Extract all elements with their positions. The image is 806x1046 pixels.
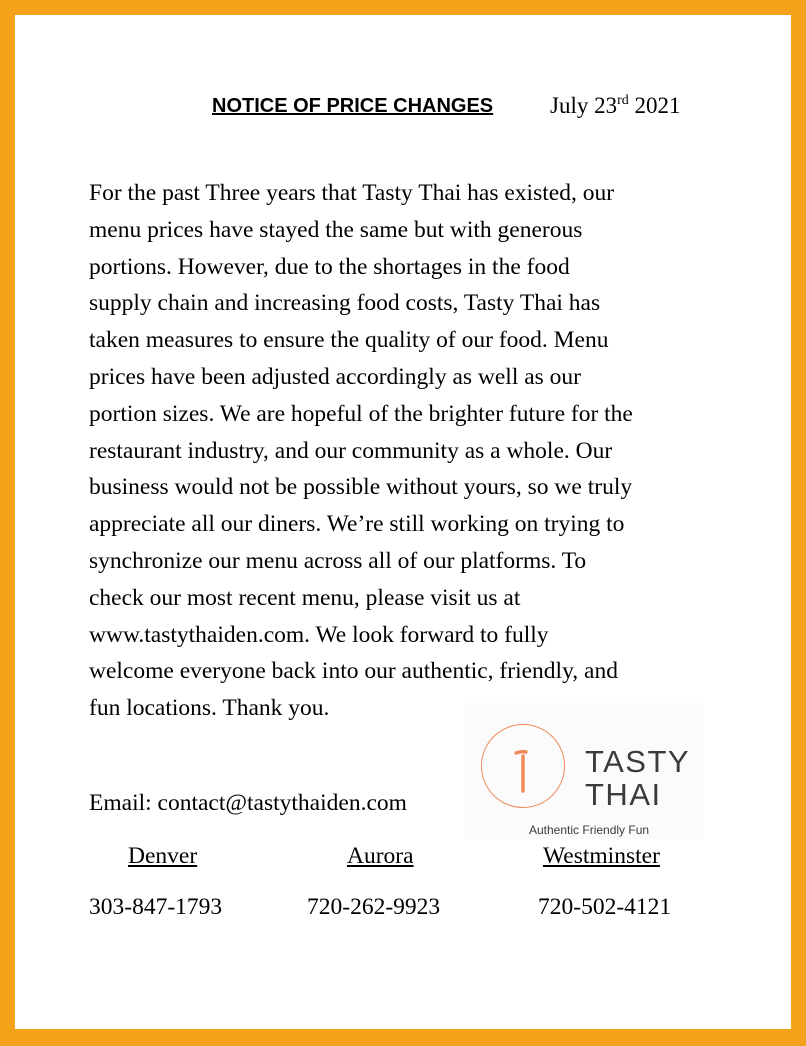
logo-word-tasty: TASTY: [585, 744, 691, 779]
location-name-denver: Denver: [128, 843, 198, 869]
notice-date-ordinal: rd: [617, 93, 629, 108]
notice-date: [550, 93, 681, 119]
body-line: portion sizes. We are hopeful of the brighter future for the: [89, 400, 633, 427]
location-name-westminster: Westminster: [543, 843, 660, 869]
body-line: fun locations. Thank you.: [89, 695, 330, 722]
notice-sheet: [15, 15, 791, 1029]
body-line: For the past Three years that Tasty Thai has existed, our: [89, 180, 615, 206]
body-line: portions. However, due to the shortages in the food: [89, 253, 570, 280]
notice-date-month-day: July 23: [550, 93, 618, 118]
logo-word-thai: THAI: [585, 777, 662, 812]
location-phone-denver: 303-847-1793: [89, 894, 223, 920]
notice-heading: NOTICE OF PRICE CHANGES: [212, 95, 494, 117]
body-line: business would not be possible without yours, so we truly: [89, 474, 633, 501]
body-line: menu prices have stayed the same but with generous: [89, 216, 583, 243]
body-line: restaurant industry, and our community as a whole. Our: [89, 437, 613, 464]
body-line: synchronize our menu across all of our platforms. To: [89, 547, 587, 574]
location-phone-aurora: 720-262-9923: [307, 894, 441, 920]
body-line: prices have been adjusted accordingly as well as our: [89, 363, 582, 390]
location-phone-westminster: 720-502-4121: [538, 894, 672, 920]
notice-body: [89, 175, 729, 727]
body-line: appreciate all our diners. We’re still working on trying to: [89, 511, 625, 538]
logo-tagline: Authentic Friendly Fun: [529, 823, 650, 837]
tasty-thai-logo-mark-icon: [482, 725, 566, 809]
contact-email: Email: contact@tastythaiden.com: [89, 790, 407, 816]
location-name-aurora: Aurora: [347, 843, 414, 869]
body-line: check our most recent menu, please visit us at: [89, 584, 521, 611]
body-line: supply chain and increasing food costs, Tasty Thai has: [89, 290, 601, 317]
logo-circle: [481, 724, 565, 808]
tasty-thai-logo: [465, 703, 703, 839]
notice-date-year: 2021: [628, 93, 681, 118]
body-line: welcome everyone back into our authentic, friendly, and: [89, 658, 618, 685]
body-line: taken measures to ensure the quality of our food. Menu: [89, 327, 609, 354]
body-line: www.tastythaiden.com. We look forward to fully: [89, 621, 549, 648]
